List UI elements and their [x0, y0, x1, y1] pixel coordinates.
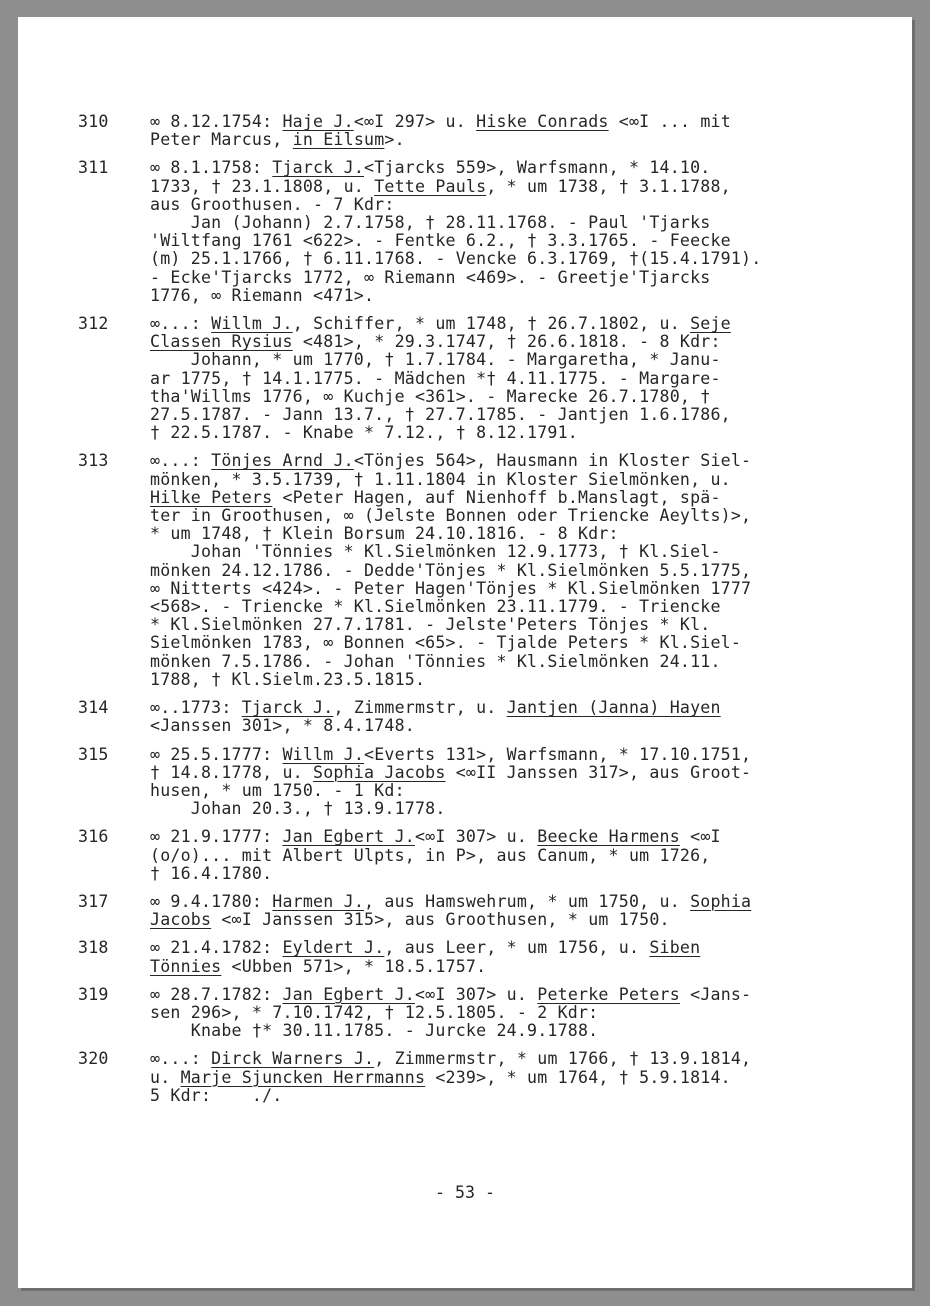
text-segment: <∞II Janssen 317>, aus Groot-: [445, 762, 752, 782]
text-segment: * Kl.Sielmönken 27.7.1781. - Jelste'Peters Tönjes * Kl.: [150, 615, 711, 635]
entry-text: [150, 699, 818, 735]
entry-text: [150, 986, 818, 1041]
underlined-name: Marje Sjuncken Herrmanns: [180, 1067, 426, 1087]
text-segment: <568>. - Triencke * Kl.Sielmönken 23.11.1779. - Triencke: [150, 597, 721, 617]
text-segment: <∞I Janssen 315>, aus Groothusen, * um 1750.: [211, 910, 670, 930]
text-segment: 1776, ∞ Riemann <471>.: [150, 285, 375, 305]
entry-line: [150, 616, 818, 634]
entry-line: [150, 893, 818, 911]
text-segment: <Janssen 301>, * 8.4.1748.: [150, 716, 415, 736]
entry-316: [78, 828, 818, 883]
underlined-name: Peterke Peters: [537, 984, 680, 1004]
entry-line: [150, 351, 818, 369]
text-segment: Sielmönken 1783, ∞ Bonnen <65>. - Tjalde Peters * Kl.Siel-: [150, 633, 742, 653]
text-segment: >.: [384, 130, 405, 150]
entry-number: 310: [78, 112, 109, 131]
underlined-name: Beecke Harmens: [537, 827, 680, 847]
entry-line: [150, 671, 818, 689]
entry-number: 317: [78, 891, 109, 911]
entry-line: [150, 131, 818, 149]
text-segment: <∞I: [679, 827, 721, 847]
text-segment: <Ubben 571>, * 18.5.1757.: [221, 956, 487, 976]
text-segment: <∞I 297> u.: [353, 112, 477, 131]
entry-315: [78, 746, 818, 819]
underlined-name: Tette Pauls: [374, 176, 487, 196]
text-segment: , * um 1738, † 3.1.1788,: [486, 176, 731, 196]
text-segment: Johann, * um 1770, † 1.7.1784. - Margaretha, * Janu-: [150, 350, 721, 370]
text-segment: <∞I 307> u.: [414, 827, 538, 847]
underlined-name: Willm J.: [211, 314, 293, 334]
entry-line: [150, 1069, 818, 1087]
entry-line: [150, 287, 818, 305]
entry-line: [150, 452, 818, 470]
underlined-name: Classen Rysius: [150, 332, 293, 352]
entry-line: [150, 406, 818, 424]
text-segment: <Jans-: [679, 984, 752, 1004]
entry-number: 312: [78, 314, 109, 334]
text-segment: ∞ Nitterts <424>. - Peter Hagen'Tönjes * Kl.Sielmönken 1777: [150, 578, 752, 598]
entry-line: [150, 634, 818, 652]
text-segment: <Everts 131>, Warfsmann, * 17.10.1751,: [364, 744, 752, 764]
entry-line: [150, 717, 818, 735]
underlined-name: Tönnies: [150, 956, 222, 976]
register-entries: [78, 113, 818, 1115]
entry-line: [150, 525, 818, 543]
entry-line: [150, 489, 818, 507]
entry-312: [78, 315, 818, 442]
text-segment: 1788, † Kl.Sielm.23.5.1815.: [150, 669, 426, 689]
entry-number: 313: [78, 451, 109, 471]
underlined-name: Sophia: [690, 891, 752, 911]
entry-line: [150, 958, 818, 976]
text-segment: Peter Marcus,: [150, 130, 293, 150]
entry-number: 311: [78, 158, 109, 178]
underlined-name: Hilke Peters: [150, 487, 273, 507]
text-segment: 'Wiltfang 1761 <622>. - Fentke 6.2., † 3.3.1765. - Feecke: [150, 231, 731, 251]
text-segment: <Peter Hagen, auf Nienhoff b.Manslagt, spä-: [272, 487, 721, 507]
text-segment: 27.5.1787. - Jann 13.7., † 27.7.1785. - Jantjen 1.6.1786,: [150, 405, 731, 425]
underlined-name: Sophia Jacobs: [313, 762, 446, 782]
text-segment: , Zimmermstr, u.: [333, 698, 507, 718]
underlined-name: Tönjes Arnd J.: [211, 451, 354, 471]
text-segment: tha'Willms 1776, ∞ Kuchje <361>. - Marecke 26.7.1780, †: [150, 386, 711, 406]
text-segment: Knabe †* 30.11.1785. - Jurcke 24.9.1788.: [150, 1021, 599, 1041]
entry-line: [150, 828, 818, 846]
entry-number: 318: [78, 938, 109, 958]
text-segment: ter in Groothusen, ∞ (Jelste Bonnen oder Triencke Aeylts)>,: [150, 506, 752, 526]
entry-text: [150, 746, 818, 819]
underlined-name: in Eilsum: [292, 130, 385, 150]
entry-line: [150, 764, 818, 782]
entry-text: [150, 828, 818, 883]
text-segment: aus Groothusen. - 7 Kdr:: [150, 194, 395, 214]
entry-320: [78, 1050, 818, 1105]
entry-text: [150, 939, 818, 975]
entry-text: [150, 1050, 818, 1105]
underlined-name: Harmen J.: [272, 891, 365, 911]
entry-line: [150, 507, 818, 525]
entry-line: [150, 562, 818, 580]
text-segment: <∞I 307> u.: [414, 984, 538, 1004]
entry-number: 316: [78, 827, 109, 847]
text-segment: mönken, * 3.5.1739, † 1.11.1804 in Kloster Sielmönken, u.: [150, 469, 731, 489]
text-segment: Johan 20.3., † 13.9.1778.: [150, 799, 446, 819]
text-segment: ∞...:: [150, 451, 212, 471]
entry-line: [150, 939, 818, 957]
entry-319: [78, 986, 818, 1041]
entry-line: [150, 865, 818, 883]
text-segment: 1733, † 23.1.1808, u.: [150, 176, 375, 196]
entry-line: [150, 653, 818, 671]
text-segment: u.: [150, 1067, 181, 1087]
entry-text: [150, 893, 818, 929]
text-segment: <239>, * um 1764, † 5.9.1814.: [425, 1067, 731, 1087]
entry-line: [150, 800, 818, 818]
entry-line: [150, 232, 818, 250]
text-segment: ∞ 8.1.1758:: [150, 158, 273, 178]
text-segment: † 16.4.1780.: [150, 863, 273, 883]
entry-line: [150, 782, 818, 800]
entry-311: [78, 159, 818, 305]
underlined-name: Jacobs: [150, 910, 212, 930]
entry-line: [150, 543, 818, 561]
text-segment: ∞..1773:: [150, 698, 242, 718]
entry-line: [150, 250, 818, 268]
entry-line: [150, 178, 818, 196]
entry-number: 320: [78, 1049, 109, 1069]
entry-text: [150, 159, 818, 305]
entry-line: [150, 1004, 818, 1022]
text-segment: Johan 'Tönnies * Kl.Sielmönken 12.9.1773, † Kl.Siel-: [150, 542, 721, 562]
underlined-name: Hiske Conrads: [476, 112, 609, 131]
entry-line: [150, 269, 818, 287]
underlined-name: Dirck Warners J.: [211, 1049, 375, 1069]
entry-number: 314: [78, 698, 109, 718]
entry-line: [150, 388, 818, 406]
text-segment: mönken 7.5.1786. - Johan 'Tönnies * Kl.Sielmönken 24.11.: [150, 651, 721, 671]
text-segment: ∞...:: [150, 1049, 212, 1069]
underlined-name: Jan Egbert J.: [282, 984, 415, 1004]
text-segment: (m) 25.1.1766, † 6.11.1768. - Vencke 6.3.1769, †(15.4.1791).: [150, 249, 762, 269]
entry-line: [150, 315, 818, 333]
underlined-name: Tjarck J.: [272, 158, 365, 178]
entry-313: [78, 452, 818, 689]
underlined-name: Jantjen (Janna) Hayen: [506, 698, 721, 718]
text-segment: husen, * um 1750. - 1 Kd:: [150, 780, 405, 800]
text-segment: , aus Leer, * um 1756, u.: [384, 938, 650, 958]
text-segment: <Tönjes 564>, Hausmann in Kloster Siel-: [353, 451, 752, 471]
underlined-name: Seje: [690, 314, 731, 334]
text-segment: , Schiffer, * um 1748, † 26.7.1802, u.: [292, 314, 691, 334]
text-segment: <∞I ... mit: [608, 112, 731, 131]
entry-text: [150, 113, 818, 149]
entry-line: [150, 1050, 818, 1068]
text-segment: Jan (Johann) 2.7.1758, † 28.11.1768. - Paul 'Tjarks: [150, 213, 711, 233]
entry-314: [78, 699, 818, 735]
entry-line: [150, 1087, 818, 1105]
underlined-name: Haje J.: [282, 112, 354, 131]
text-segment: <Tjarcks 559>, Warfsmann, * 14.10.: [364, 158, 711, 178]
entry-line: [150, 471, 818, 489]
entry-number: 315: [78, 744, 109, 764]
underlined-name: Eyldert J.: [282, 938, 385, 958]
entry-line: [150, 580, 818, 598]
underlined-name: Tjarck J.: [241, 698, 334, 718]
entry-317: [78, 893, 818, 929]
underlined-name: Willm J.: [282, 744, 365, 764]
underlined-name: Siben: [649, 938, 701, 958]
entry-line: [150, 424, 818, 442]
text-segment: <481>, * 29.3.1747, † 26.6.1818. - 8 Kdr:: [292, 332, 721, 352]
text-segment: ar 1775, † 14.1.1775. - Mädchen *† 4.11.1775. - Margare-: [150, 368, 721, 388]
text-segment: ∞ 21.9.1777:: [150, 827, 283, 847]
text-segment: ∞ 25.5.1777:: [150, 744, 283, 764]
underlined-name: Jan Egbert J.: [282, 827, 415, 847]
entry-line: [150, 196, 818, 214]
text-segment: (o/o)... mit Albert Ulpts, in P>, aus Canum, * um 1726,: [150, 845, 711, 865]
entry-line: [150, 370, 818, 388]
entry-318: [78, 939, 818, 975]
entry-line: [150, 159, 818, 177]
entry-line: [150, 113, 818, 131]
entry-text: [150, 452, 818, 689]
text-segment: † 22.5.1787. - Knabe * 7.12., † 8.12.1791.: [150, 423, 578, 443]
entry-line: [150, 214, 818, 232]
text-segment: † 14.8.1778, u.: [150, 762, 314, 782]
entry-line: [150, 1022, 818, 1040]
page-number: - 53 -: [435, 1183, 495, 1202]
text-segment: sen 296>, * 7.10.1742, † 12.5.1805. - 2 Kdr:: [150, 1002, 599, 1022]
text-segment: , Zimmermstr, * um 1766, † 13.9.1814,: [374, 1049, 752, 1069]
text-segment: , aus Hamswehrum, * um 1750, u.: [364, 891, 691, 911]
entry-line: [150, 986, 818, 1004]
text-segment: * um 1748, † Klein Borsum 24.10.1816. - 8 Kdr:: [150, 524, 619, 544]
text-segment: ∞ 9.4.1780:: [150, 891, 273, 911]
entry-line: [150, 911, 818, 929]
text-segment: ∞...:: [150, 314, 212, 334]
text-segment: ∞ 28.7.1782:: [150, 984, 283, 1004]
entry-line: [150, 847, 818, 865]
text-segment: - Ecke'Tjarcks 1772, ∞ Riemann <469>. - Greetje'Tjarcks: [150, 267, 711, 287]
entry-line: [150, 598, 818, 616]
entry-line: [150, 746, 818, 764]
text-segment: ∞ 21.4.1782:: [150, 938, 283, 958]
text-segment: mönken 24.12.1786. - Dedde'Tönjes * Kl.Sielmönken 5.5.1775,: [150, 560, 752, 580]
entry-number: 319: [78, 984, 109, 1004]
text-segment: ∞ 8.12.1754:: [150, 112, 283, 131]
entry-line: [150, 333, 818, 351]
entry-310: [78, 113, 818, 149]
text-segment: 5 Kdr: ./.: [150, 1085, 283, 1105]
document-page: [18, 17, 912, 1288]
entry-text: [150, 315, 818, 442]
entry-line: [150, 699, 818, 717]
